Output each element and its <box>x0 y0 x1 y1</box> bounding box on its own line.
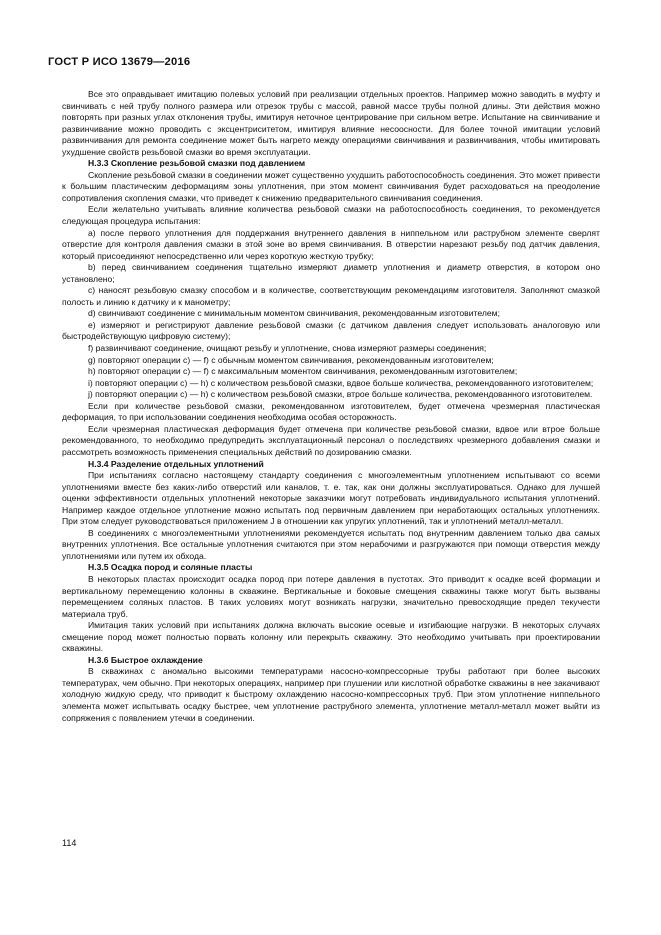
list-item: g) повторяют операции с) — f) с обычным моментом свинчивания, рекомендованным изготовителем; <box>88 354 494 365</box>
section-heading: Н.3.3 Скопление резьбовой смазки под давлением <box>88 158 306 169</box>
paragraph: Если желательно учитывать влияние количества резьбовой смазки на работоспособность соединения, то рекомендуется следующая процедура испытания: <box>62 204 600 227</box>
section-heading: Н.3.4 Разделение отдельных уплотнений <box>88 458 264 469</box>
list-item: f) развинчивают соединение, очищают резьбу и уплотнение, снова измеряют размеры соединения; <box>88 343 487 354</box>
paragraph: В скважинах с аномально высокими температурами насосно-компрессорные трубы работают при более высоких температурах, чем обычно. При некоторых операциях, например при глушении или кислотной обработке скважины в нее закачивают холодную жидкую среду, что приводит к быстрому охлаждению насосно-компрессорных труб. При этом уплотнение ниппельного элемента может испытывать осадку быстрее, чем уплотнение раструбного элемента, уплотнение металл-металл может выйти из сопряжения с появлением утечки в соединении. <box>62 666 600 723</box>
paragraph: Если при количестве резьбовой смазки, рекомендованном изготовителем, будет отмечена чрезмерная пластическая деформация, то при использовании соединения необходима особая осторожность. <box>62 400 600 423</box>
paragraph: В некоторых пластах происходит осадка пород при потере давления в пустотах. Это приводит к осадке всей формации и вертикальному перемещению колонны в скважине. Вертикальные и боковые смещения скважины также могут быть вызваны перемещением соляных пластов. В таких условиях могут возникать нагрузки, значительно превосходящие предел текучести материала труб. <box>62 573 600 619</box>
list-item: i) повторяют операции с) — h) с количеством резьбовой смазки, вдвое больше количества, рекомендованного изготовителем; <box>88 377 594 388</box>
list-item: c) наносят резьбовую смазку способом и в количестве, соответствующим рекомендациям изготовителя. Заполняют смазкой полость и линию к датчику и к манометру; <box>62 285 600 307</box>
list-item: e) измеряют и регистрируют давление резьбовой смазки (с датчиком давления следует использовать аналоговую или быстродействующую цифровую систему); <box>62 319 600 342</box>
list-item: h) повторяют операции с) — f) с максимальным моментом свинчивания, рекомендованным изготовителем; <box>88 366 518 377</box>
document-header: ГОСТ Р ИСО 13679—2016 <box>48 56 191 68</box>
list-item: b) перед свинчиванием соединения тщательно измеряют диаметр уплотнения и диаметр отверстия, в котором оно установлено; <box>62 262 600 284</box>
paragraph: Все это оправдывает имитацию полевых условий при реализации отдельных проектов. Например можно заводить в муфту и свинчивать с ней трубу полного размера или отрезок трубы с массой, равной массе трубы полной длины. Эти действия можно повторять при разных углах отклонения трубы, имитируя неточное центрирование при сильном ветре. Испытание на свинчивание и развинчивание можно проводить с эксцентриситетом, имитируя влияние несоосности. Для более точной имитации условий развинчивания для ремонта соединение может быть нагрето между операциями свинчивания и развинчивания, чтобы имитировать ухудшение свойств резьбовой смазки во время эксплуатации. <box>62 89 600 157</box>
document-body <box>62 89 600 724</box>
page-number: 114 <box>62 838 77 848</box>
list-item: d) свинчивают соединение с минимальным моментом свинчивания, рекомендованным изготовителем; <box>88 308 500 319</box>
paragraph: Скопление резьбовой смазки в соединении может существенно ухудшить работоспособность соединения. Это может привести к большим пластическим деформациям зоны уплотнения, при этом момент свинчивания будет расходоваться на преодоление сопротивления скопления смазки, что приведет к снижению предварительного свинчивания соединения. <box>62 169 600 203</box>
paragraph: При испытаниях согласно настоящему стандарту соединения с многоэлементным уплотнением испытывают со всеми уплотнениями вместе без каких-либо отверстий или каналов, т. е. так, как они должны эксплуатироваться. Однако для лучшей оценки эффективности отдельных уплотнений некоторые заказчики могут потребовать индивидуального испытания уплотнений. Например каждое отдельное уплотнение можно испытать под первичным давлением при неработающих остальных уплотнениях. При этом следует руководствоваться приложением J в отношении как упругих уплотнений, так и уплотнений металл-металл. <box>62 470 600 527</box>
paragraph: В соединениях с многоэлементными уплотнениями рекомендуется испытать под внутренним давлением только два самых внутренних уплотнения. Все остальные уплотнения считаются при этом нерабочими и разгружаются при помощи отверстия между уплотнениями или путем их обхода. <box>62 527 600 561</box>
section-heading: Н.3.5 Осадка пород и соляные пласты <box>88 562 253 573</box>
paragraph: Если чрезмерная пластическая деформация будет отмечена при количестве резьбовой смазки, вдвое или втрое больше рекомендованного, то необходимо предупредить эксплуатационный персонал о последствиях чрезмерного добавления смазки и рассмотреть возможность применения специальных действий по дозированию смазки. <box>62 423 600 457</box>
section-heading: Н.3.6 Быстрое охлаждение <box>88 654 203 665</box>
list-item: j) повторяют операции с) — h) с количеством резьбовой смазки, втрое больше количества, рекомендованного изготовителем. <box>88 389 593 400</box>
list-item: a) после первого уплотнения для поддержания внутреннего давления в ниппельном или раструбном элементе сверлят отверстие для контроля давления смазки в этой зоне во время свинчивания. В отверстии нарезают резьбу под датчик давления, который присоединяют непосредственно или через короткую жесткую трубку; <box>62 227 600 261</box>
paragraph: Имитация таких условий при испытаниях должна включать высокие осевые и изгибающие нагрузки. В некоторых случаях смещение пород может полностью порвать колонну или перекрыть скважину. Это необходимо учитывать при проектировании скважины. <box>62 620 600 654</box>
